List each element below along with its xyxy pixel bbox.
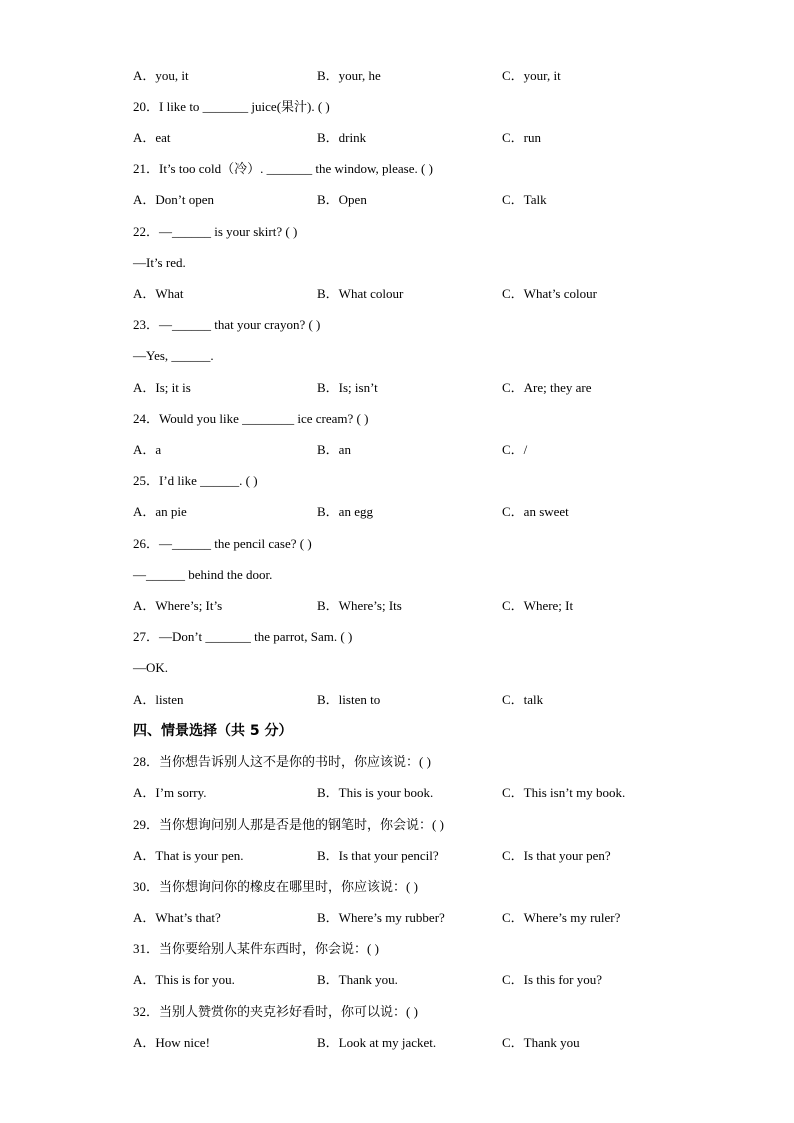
option-a: A．What’s that? xyxy=(133,910,221,925)
dialogue-line: —Yes, ______. xyxy=(133,348,214,363)
question-22: 22．—______ is your skirt? ( ) xyxy=(133,224,298,239)
option-a: A．an pie xyxy=(133,504,187,519)
question-20: 20．I like to _______ juice(果汁). ( ) xyxy=(133,99,330,114)
option-b: B．listen to xyxy=(317,692,381,707)
option-a: A．I’m sorry. xyxy=(133,785,207,800)
option-c: C．Is this for you? xyxy=(502,972,603,987)
question-31: 31．当你要给别人某件东西时，你会说：( ) xyxy=(133,941,379,956)
option-c: C．Thank you xyxy=(502,1035,580,1050)
option-c: C．Is that your pen? xyxy=(502,848,611,863)
question-23: 23．—______ that your crayon? ( ) xyxy=(133,317,321,332)
option-a: A．What xyxy=(133,286,184,301)
option-c: C．your, it xyxy=(502,68,561,83)
option-a: A．How nice! xyxy=(133,1035,210,1050)
option-c: C．Are; they are xyxy=(502,380,592,395)
dialogue-line: —OK. xyxy=(133,660,169,675)
option-c: C．What’s colour xyxy=(502,286,597,301)
option-a: A．eat xyxy=(133,130,171,145)
option-b: B．your, he xyxy=(317,68,381,83)
option-b: B．Is; isn’t xyxy=(317,380,378,395)
option-b: B．Look at my jacket. xyxy=(317,1035,437,1050)
option-b: B．Is that your pencil? xyxy=(317,848,439,863)
option-c: C．This isn’t my book. xyxy=(502,785,626,800)
option-a: A．That is your pen. xyxy=(133,848,244,863)
option-c: C．an sweet xyxy=(502,504,569,519)
option-c: C．talk xyxy=(502,692,544,707)
option-c: C．/ xyxy=(502,442,528,457)
question-25: 25．I’d like ______. ( ) xyxy=(133,473,258,488)
option-a: A．a xyxy=(133,442,162,457)
question-28: 28．当你想告诉别人这不是你的书时，你应该说：( ) xyxy=(133,754,431,769)
question-30: 30．当你想询问你的橡皮在哪里时，你应该说：( ) xyxy=(133,879,418,894)
option-b: B．an egg xyxy=(317,504,373,519)
option-b: B．Where’s my rubber? xyxy=(317,910,445,925)
question-32: 32．当别人赞赏你的夹克衫好看时，你可以说：( ) xyxy=(133,1004,418,1019)
option-c: C．Talk xyxy=(502,192,547,207)
question-27: 27．—Don’t _______ the parrot, Sam. ( ) xyxy=(133,629,353,644)
option-a: A．This is for you. xyxy=(133,972,235,987)
option-b: B．drink xyxy=(317,130,367,145)
question-26: 26．—______ the pencil case? ( ) xyxy=(133,536,312,551)
option-c: C．run xyxy=(502,130,542,145)
section-heading: 四、情景选择（共 5 分） xyxy=(133,723,293,739)
option-b: B．Where’s; Its xyxy=(317,598,402,613)
option-b: B．Thank you. xyxy=(317,972,398,987)
question-24: 24．Would you like ________ ice cream? ( ) xyxy=(133,411,369,426)
option-b: B．Open xyxy=(317,192,367,207)
question-21: 21．It’s too cold（冷）. _______ the window, please. ( ) xyxy=(133,161,433,176)
option-b: B．What colour xyxy=(317,286,404,301)
option-a: A．Is; it is xyxy=(133,380,191,395)
option-a: A．you, it xyxy=(133,68,189,83)
option-c: C．Where; It xyxy=(502,598,574,613)
question-29: 29．当你想询问别人那是否是他的钢笔时，你会说：( ) xyxy=(133,817,444,832)
option-b: B．an xyxy=(317,442,351,457)
option-a: A．listen xyxy=(133,692,184,707)
dialogue-line: —It’s red. xyxy=(133,255,186,270)
option-a: A．Don’t open xyxy=(133,192,215,207)
option-b: B．This is your book. xyxy=(317,785,434,800)
dialogue-line: —______ behind the door. xyxy=(133,567,273,582)
option-a: A．Where’s; It’s xyxy=(133,598,223,613)
option-c: C．Where’s my ruler? xyxy=(502,910,621,925)
